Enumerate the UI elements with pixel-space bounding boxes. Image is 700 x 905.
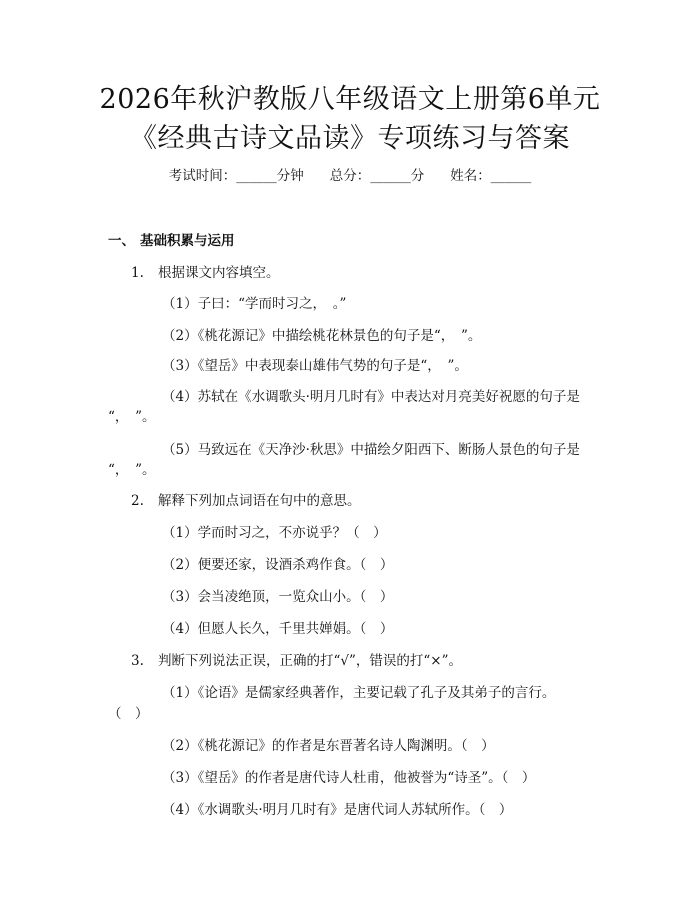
judge-item: （3）《望岳》的作者是唐代诗人杜甫，他被誉为“诗圣”。（ ） — [162, 770, 536, 786]
fill-item: （5）马致远在《天净沙·秋思》中描绘夕阳西下、断肠人景色的句子是 — [162, 442, 580, 458]
section-heading — [108, 231, 235, 251]
exam-meta-row — [0, 166, 700, 186]
explain-item: （1）学而时习之，不亦说乎？（ ） — [162, 525, 387, 541]
fill-item: （1）子曰：“学而时习之， 。” — [162, 296, 347, 312]
section-number: 一、 — [108, 233, 135, 249]
explain-item: （2）便要还家，设酒杀鸡作食。（ ） — [162, 557, 394, 573]
question-number: 1. — [131, 265, 144, 281]
judge-item-continuation: （ ） — [108, 706, 149, 722]
exam-time-field: 考试时间：______分钟 — [168, 168, 304, 184]
judge-item: （2）《桃花源记》的作者是东晋著名诗人陶渊明。（ ） — [162, 738, 495, 754]
question-3 — [131, 651, 462, 671]
question-2 — [131, 491, 361, 511]
section-title: 基础积累与运用 — [140, 233, 235, 249]
total-score-field: 总分：______分 — [329, 168, 425, 184]
page-title-line2: 《经典古诗文品读》专项练习与答案 — [130, 123, 570, 154]
fill-item: （3）《望岳》中表现泰山雄伟气势的句子是“， ”。 — [162, 358, 468, 374]
explain-item: （3）会当凌绝顶，一览众山小。（ ） — [162, 589, 394, 605]
fill-item-continuation: “， ”。 — [108, 462, 156, 478]
page-title-line1: 2026年秋沪教版八年级语文上册第6单元 — [99, 84, 601, 115]
explain-item: （4）但愿人长久，千里共婵娟。（ ） — [162, 621, 394, 637]
question-prompt: 根据课文内容填空。 — [158, 265, 280, 281]
question-number: 2. — [131, 493, 144, 509]
question-1 — [131, 263, 280, 283]
name-field: 姓名：______ — [450, 168, 532, 184]
judge-item: （1）《论语》是儒家经典著作，主要记载了孔子及其弟子的言行。 — [162, 685, 556, 701]
question-prompt: 判断下列说法正误，正确的打“√”，错误的打“×”。 — [158, 653, 463, 669]
question-prompt: 解释下列加点词语在句中的意思。 — [158, 493, 361, 509]
fill-item-continuation: “， ”。 — [108, 409, 156, 425]
fill-item: （2）《桃花源记》中描绘桃花林景色的句子是“， ”。 — [162, 328, 482, 344]
question-number: 3. — [131, 653, 144, 669]
fill-item: （4）苏轼在《水调歌头·明月几时有》中表达对月亮美好祝愿的句子是 — [162, 389, 580, 405]
judge-item: （4）《水调歌头·明月几时有》是唐代词人苏轼所作。（ ） — [162, 802, 513, 818]
